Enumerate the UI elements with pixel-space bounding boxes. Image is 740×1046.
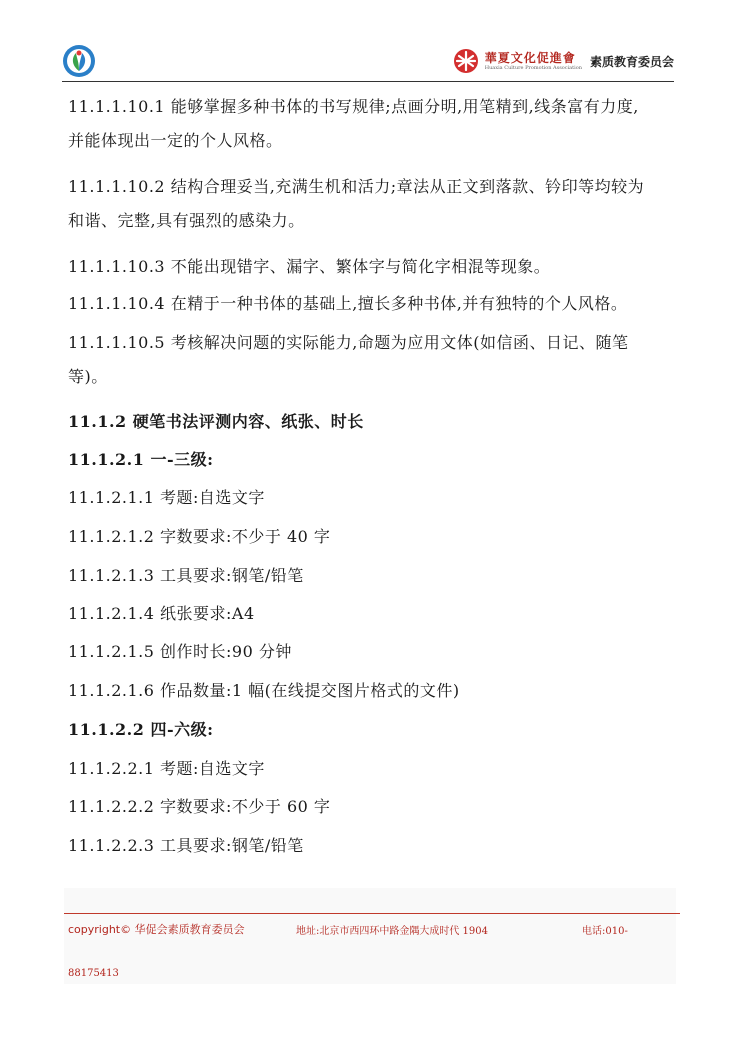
footer-phone-label: 电话:010- (582, 926, 628, 937)
footer-phone-number: 88175413 (68, 968, 119, 979)
body-line: 等)。 (68, 367, 108, 386)
footer-address: 地址:北京市西四环中路金隅大成时代 1904 (296, 926, 488, 937)
body-line: 11.1.2.2.3 工具要求:钢笔/铅笔 (68, 836, 304, 855)
body-line: 11.1.2.1.6 作品数量:1 幅(在线提交图片格式的文件) (68, 681, 460, 700)
header-divider (62, 81, 674, 82)
page-header (0, 0, 740, 90)
brand-english-name: Huaxia Culture Promotion Association (484, 65, 582, 71)
body-line: 11.1.2.1.4 纸张要求:A4 (68, 604, 255, 623)
header-title: 素质教育委员会 (589, 54, 674, 69)
body-line: 11.1.1.10.2 结构合理妥当,充满生机和活力;章法从正文到落款、钤印等均较为 (68, 177, 645, 196)
brand-block (453, 46, 674, 76)
body-line: 11.1.1.10.3 不能出现错字、漏字、繁体字与简化字相混等现象。 (68, 257, 551, 276)
brand-chinese-name: 華夏文化促進會 (484, 51, 576, 65)
body-line: 11.1.2.1.5 创作时长:90 分钟 (68, 642, 292, 661)
section-heading: 11.1.2 硬笔书法评测内容、纸张、时长 (68, 412, 364, 431)
body-line: 11.1.1.10.1 能够掌握多种书体的书写规律;点画分明,用笔精到,线条富有力度, (68, 97, 639, 116)
body-line: 并能体现出一定的个人风格。 (68, 131, 283, 150)
body-line: 11.1.2.2.2 字数要求:不少于 60 字 (68, 797, 331, 816)
footer-copyright: copyright© 华促会素质教育委员会 (68, 923, 245, 936)
body-line: 11.1.1.10.4 在精于一种书体的基础上,擅长多种书体,并有独特的个人风格。 (68, 294, 628, 313)
association-logo-icon (62, 44, 96, 78)
body-line: 11.1.2.1.1 考题:自选文字 (68, 488, 265, 507)
brand-seal-icon (453, 48, 479, 74)
footer-divider (64, 913, 680, 914)
body-line: 11.1.1.10.5 考核解决问题的实际能力,命题为应用文体(如信函、日记、随笔 (68, 333, 629, 352)
brand-text (485, 51, 582, 71)
subsection-heading: 11.1.2.2 四-六级: (68, 720, 214, 739)
body-line: 11.1.2.1.2 字数要求:不少于 40 字 (68, 527, 331, 546)
subsection-heading: 11.1.2.1 一-三级: (68, 450, 214, 469)
body-line: 11.1.2.2.1 考题:自选文字 (68, 759, 265, 778)
body-line: 11.1.2.1.3 工具要求:钢笔/铅笔 (68, 566, 304, 585)
body-line: 和谐、完整,具有强烈的感染力。 (68, 211, 305, 230)
